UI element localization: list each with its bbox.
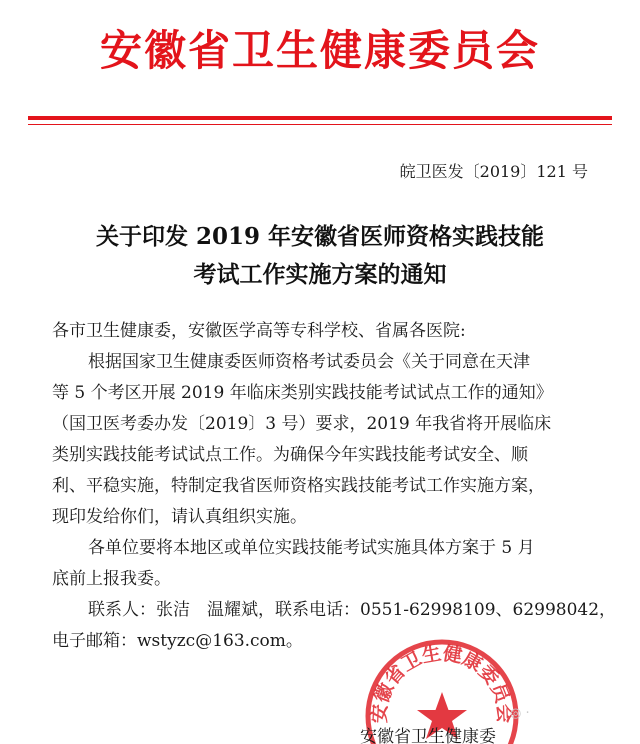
document-number: 皖卫医发〔2019〕121 号 (399, 162, 588, 181)
paragraph-1-line-5: 利、平稳实施，特制定我省医师资格实践技能考试工作实施方案， (52, 476, 545, 496)
paragraph-1-line-3: （国卫医考委办发〔2019〕3 号）要求，2019 年我省将开展临床 (52, 414, 552, 434)
paragraph-1-line-1: 根据国家卫生健康委医师资格考试委员会《关于同意在天津 (88, 352, 530, 372)
document-body (52, 316, 617, 657)
paragraph-2-line-1: 各单位要将本地区或单位实践技能考试实施具体方案于 5 月 (88, 538, 535, 558)
signature-organization: 安徽省卫生健康委 (360, 727, 496, 744)
addressee-line: 各市卫生健康委，安徽医学高等专科学校、省属各医院: (52, 321, 466, 341)
paragraph-2-line-2: 底前上报我委。 (52, 569, 171, 589)
paragraph-1-line-4: 类别实践技能考试试点工作。为确保今年实践技能考试安全、顺 (52, 445, 528, 465)
watermark-icon: ◎ · (510, 706, 530, 721)
seal-arc-text: 安徽省卫生健康委员会 (368, 642, 516, 724)
header-red-rule-thin (28, 124, 612, 125)
document-title (0, 218, 640, 294)
header-red-rule-thick (28, 116, 612, 120)
email-line: 电子邮箱：wstyzc@163.com。 (52, 631, 303, 651)
document-title-line-2: 考试工作实施方案的通知 (193, 261, 447, 288)
paragraph-1-line-6: 现印发给你们，请认真组织实施。 (52, 507, 307, 527)
paragraph-1-line-2: 等 5 个考区开展 2019 年临床类别实践技能考试试点工作的通知》 (52, 383, 553, 403)
document-title-line-1: 关于印发 2019 年安徽省医师资格实践技能 (95, 223, 545, 250)
org-header-title: 安徽省卫生健康委员会 (99, 26, 540, 75)
contact-line: 联系人：张洁 温耀斌，联系电话：0551-62998109、62998042， (88, 600, 617, 620)
